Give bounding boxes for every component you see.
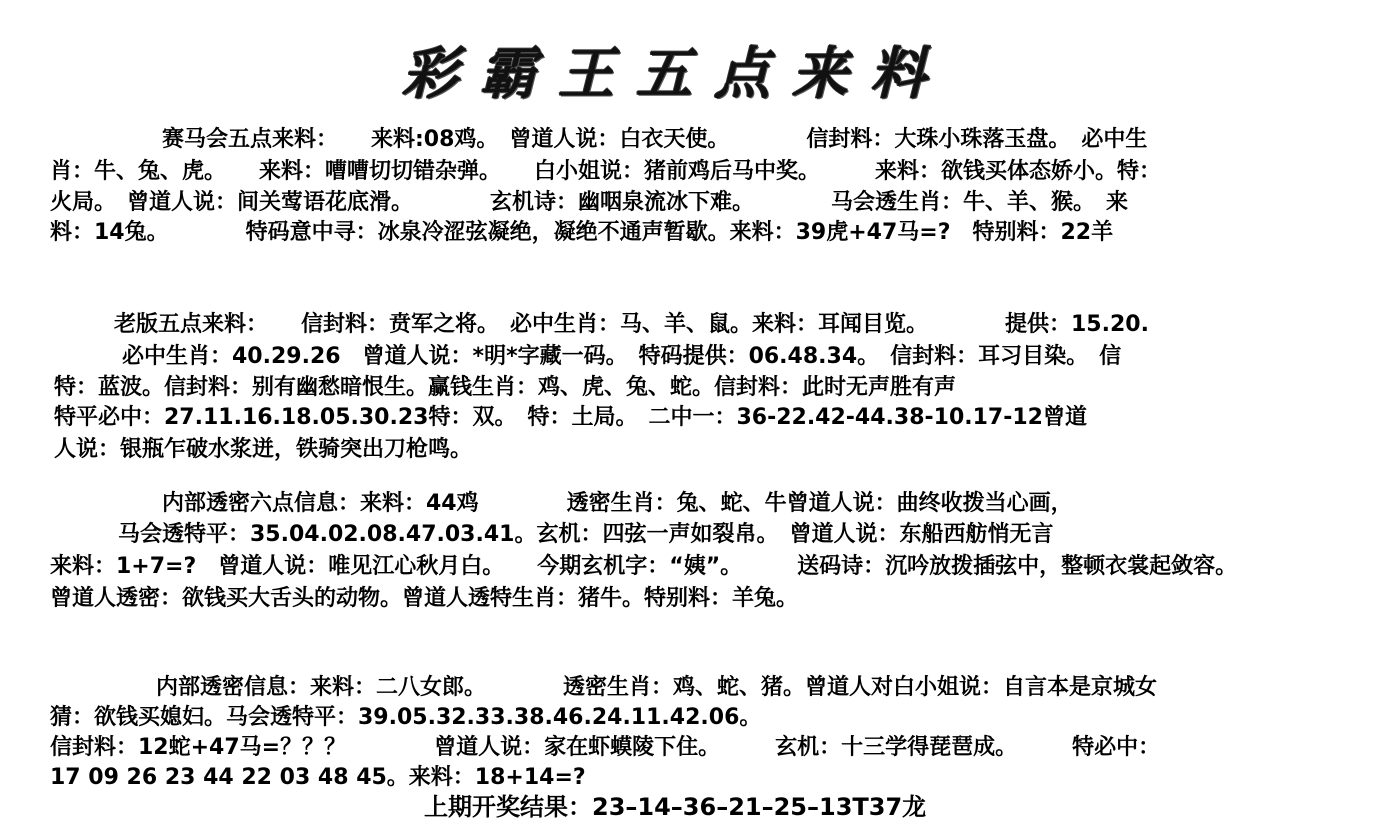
text-line-13: 曾道人透密：欲钱买大舌头的动物。曾道人透特生肖：猪牛。特别料：羊兔。 [50, 586, 799, 611]
text-line-12: 来料：1+7=? 曾道人说：唯见江心秋月白。 今期玄机字：“姨”。 送码诗：沉吟放拨插弦中，整顿衣裳起敛容。 [50, 554, 1238, 579]
text-line-11: 马会透特平：35.04.02.08.47.03.41。玄机：四弦一声如裂帛。 曾道人说：东船西舫悄无言 [118, 522, 1054, 547]
last-draw-result: 上期开奖结果：23–14–36–21–25–13T37龙 [424, 793, 927, 821]
text-line-8: 特平必中：27.11.16.18.05.30.23特：双。 特：土局。 二中一：36-22.42-44.38-10.17-12曾道 [54, 405, 1087, 430]
text-line-3: 火局。 曾道人说：间关莺语花底滑。 玄机诗：幽咽泉流冰下难。 马会透生肖：牛、羊、猴。 来 [50, 190, 1129, 215]
text-line-5: 老版五点来料： 信封料：贲军之将。 必中生肖：马、羊、鼠。来料：耳闻目览。 提供：15.20. [114, 312, 1149, 337]
text-line-14: 内部透密信息：来料：二八女郎。 透密生肖：鸡、蛇、猪。曾道人对白小姐说：自言本是京城女 [156, 675, 1158, 700]
text-line-16: 信封料：12蛇+47马=？？？ 曾道人说：家在虾蟆陵下住。 玄机：十三学得琵琶成。 特必中： [50, 735, 1161, 760]
text-line-7: 特：蓝波。信封料：别有幽愁暗恨生。赢钱生肖：鸡、虎、兔、蛇。信封料：此时无声胜有声 [54, 375, 957, 400]
text-line-15: 猜：欲钱买媳妇。马会透特平：39.05.32.33.38.46.24.11.42.06。 [50, 705, 762, 730]
text-line-9: 人说：银瓶乍破水浆迸，铁骑突出刀枪鸣。 [54, 437, 473, 462]
text-line-1: 赛马会五点来料： 来料:08鸡。 曾道人说：白衣天使。 信封料：大珠小珠落玉盘。 必中生 [162, 127, 1148, 152]
text-line-10: 内部透密六点信息：来料：44鸡 透密生肖：兔、蛇、牛曾道人说：曲终收拨当心画， [162, 491, 1073, 516]
text-line-4: 料：14兔。 特码意中寻：冰泉冷涩弦凝绝，凝绝不通声暂歇。来料：39虎+47马=? 特别料：22羊 [50, 220, 1114, 245]
page-title: 彩霸王五点来料 [402, 41, 948, 107]
text-line-17: 17 09 26 23 44 22 03 48 45。来料：18+14=? [50, 765, 586, 790]
text-line-2: 肖：牛、兔、虎。 来料：嘈嘈切切错杂弹。 白小姐说：猪前鸡后马中奖。 来料：欲钱买体态娇小。特： [50, 159, 1162, 184]
text-line-6: 必中生肖：40.29.26 曾道人说：*明*字藏一码。 特码提供：06.48.34。 信封料：耳习目染。 信 [122, 344, 1122, 369]
